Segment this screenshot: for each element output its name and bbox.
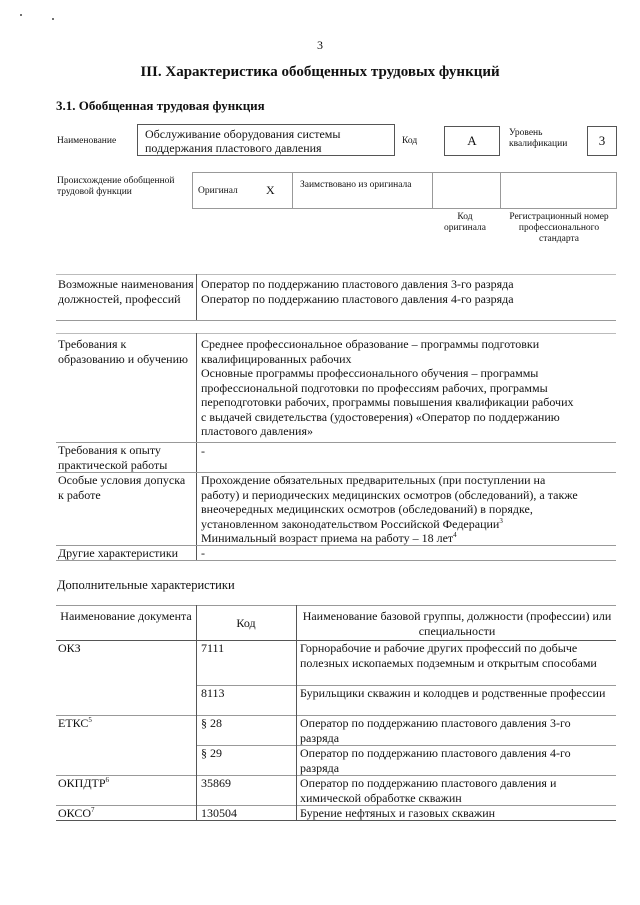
reg-number-caption: Регистрационный номер профессионального стандарта <box>509 212 609 244</box>
special-conditions-label: Особые условия допуска к работе <box>58 473 186 502</box>
code-value: А <box>467 133 477 148</box>
scan-speck <box>52 18 54 20</box>
positions-label: Возможные наименования должностей, профессий <box>58 277 194 306</box>
position-item: Оператор по поддержанию пластового давления 4-го разряда <box>201 291 514 306</box>
education-label: Требования к образованию и обучению <box>58 337 188 366</box>
experience-label: Требования к опыту практической работы <box>58 443 168 472</box>
name-label: Наименование <box>57 136 117 146</box>
code-label: Код <box>402 136 418 146</box>
other-characteristics-label: Другие характеристики <box>58 546 179 560</box>
table-row-doc: ОКСО$^7$ <box>58 806 95 820</box>
page-number: 3 <box>317 38 323 52</box>
original-mark: X <box>266 183 275 197</box>
special-conditions-text: Прохождение обязательных предварительных (при поступлении на работу) и периодических медицинских осмотров (обследований), а также внеочередных медицинских осмотров (обследований) в порядке, установленном законодательством Российской Федерации$^3$ Минимальный возраст приема на работу – 18 лет$^4$ <box>201 473 578 545</box>
positions-values <box>201 277 611 306</box>
table-row-name: Бурение нефтяных и газовых скважин <box>300 806 496 820</box>
code-original-caption: Код оригинала <box>444 212 486 233</box>
footnote-ref: 5 <box>88 716 92 724</box>
table-row-doc: ОКЗ <box>58 641 81 655</box>
subsection-title: 3.1. Обобщенная трудовая функция <box>56 98 265 113</box>
table-row-name: Оператор по поддержанию пластового давления 3-го разряда <box>300 716 571 745</box>
name-value: Обслуживание оборудования системы поддержания пластового давления <box>145 127 341 155</box>
origin-label: Происхождение обобщенной трудовой функции <box>57 176 175 197</box>
experience-text: - <box>201 444 205 458</box>
level-label: Уровень квалификации <box>509 128 568 149</box>
section-title: III. Характеристика обобщенных трудовых функций <box>140 64 500 80</box>
header-code: Код <box>236 616 256 630</box>
scan-speck <box>20 14 22 16</box>
table-row-code: § 28 <box>201 716 222 730</box>
table-row-doc: ОКПДТР$^6$ <box>58 776 110 790</box>
header-name: Наименование базовой группы, должности (профессии) или специальности <box>302 609 612 638</box>
additional-title: Дополнительные характеристики <box>57 578 235 592</box>
table-row-name: Оператор по поддержанию пластового давления и химической обработке скважин <box>300 776 557 805</box>
position-item: Оператор по поддержанию пластового давления 3-го разряда <box>201 277 514 291</box>
footnote-ref: 6 <box>105 776 110 784</box>
level-value: 3 <box>598 133 606 148</box>
table-row-code: 130504 <box>201 806 237 820</box>
table-row-name: Бурильщики скважин и колодцев и родственные профессии <box>300 686 606 700</box>
footnote-ref: 4 <box>453 531 457 539</box>
table-row-code: 7111 <box>201 641 225 655</box>
original-label: Оригинал <box>198 186 238 196</box>
other-characteristics-text: - <box>201 546 205 560</box>
table-row-doc: ЕТКС$^5$ <box>58 716 92 730</box>
table-row-code: 35869 <box>201 776 231 790</box>
borrowed-label: Заимствовано из оригинала <box>300 180 412 190</box>
footnote-ref: 3 <box>499 516 503 525</box>
header-doc: Наименование документа <box>60 609 192 623</box>
table-row-name: Оператор по поддержанию пластового давления 4-го разряда <box>300 746 571 775</box>
footnote-ref: 7 <box>91 806 95 814</box>
education-text: Среднее профессиональное образование – программы подготовки квалифицированных рабочих Основные программы профессионального обучения – программы профессиональной подготовки по профессиям рабочих, программы переподготовки рабочих, программы повышения квалификации рабочих с выдачей свидетельства (удостоверения) «Оператор по поддержанию пластового давления» <box>201 337 574 438</box>
table-row-name: Горнорабочие и рабочие других профессий по добыче полезных ископаемых подземным и открытым способами <box>300 641 597 670</box>
table-row-code: 8113 <box>201 686 225 700</box>
table-row-code: § 29 <box>201 746 222 760</box>
